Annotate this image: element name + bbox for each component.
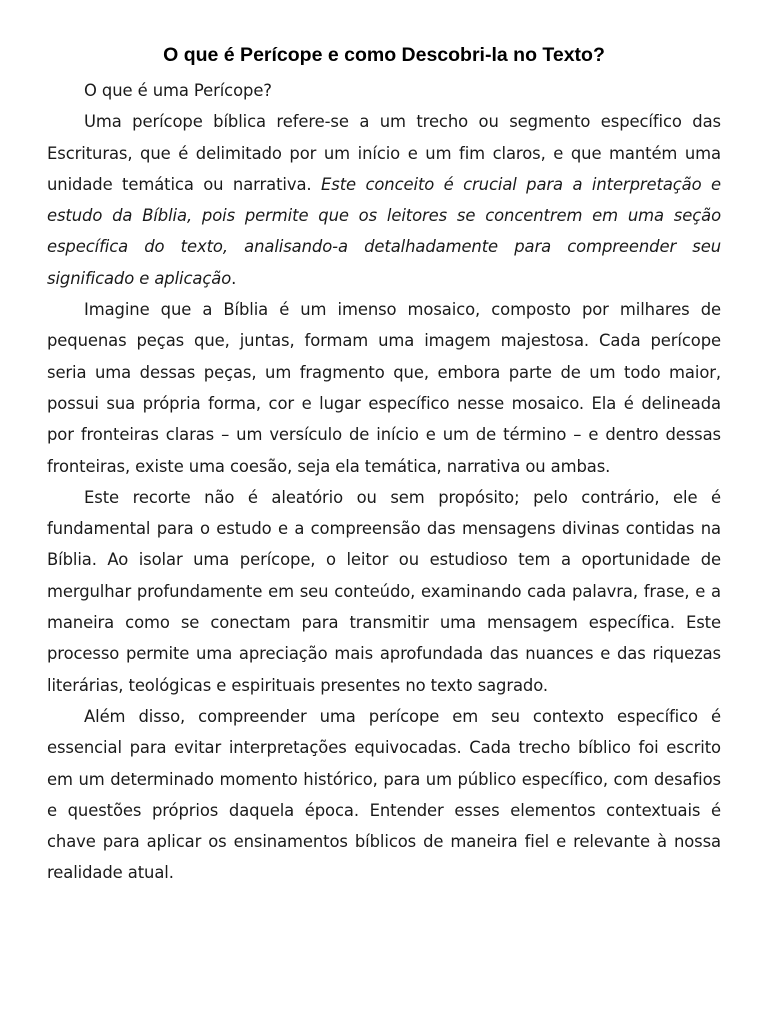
paragraph-2: Imagine que a Bíblia é um imenso mosaico, composto por milhares de pequenas peças que, juntas, formam uma imagem majestosa. Cada perícope seria uma dessas peças, um fragmento que, embora parte de um todo maior, possui sua própria forma, cor e lugar específico nesse mosaico. Ela é delineada por fronteiras claras – um versículo de início e um de término – e dentro dessas fronteiras, existe uma coesão, seja ela temática, narrativa ou ambas.: [47, 300, 721, 476]
document-title: O que é Perícope e como Descobri-la no Texto?: [163, 44, 605, 66]
paragraph-1-normal: Uma perícope bíblica refere-se a um trecho ou segmento específico das Escrituras, que é delimitado por um início e um fim claros, e que mantém uma unidade temática ou narrativa.: [47, 112, 721, 194]
paragraph-1-italic: Este conceito é crucial para a interpretação e estudo da Bíblia, pois permite que os leitores se concentrem em uma seção específica do texto, analisando-a detalhadamente para compreender seu significado e aplicação: [47, 174, 721, 288]
paragraph-1-end: .: [231, 268, 237, 288]
section-subheading: O que é uma Perícope?: [84, 81, 272, 100]
paragraph-3: Este recorte não é aleatório ou sem propósito; pelo contrário, ele é fundamental para o estudo e a compreensão das mensagens divinas contidas na Bíblia. Ao isolar uma perícope, o leitor ou estudioso tem a oportunidade de mergulhar profundamente em seu conteúdo, examinando cada palavra, frase, e a maneira como se conectam para transmitir uma mensagem específica. Este processo permite uma apreciação mais aprofundada das nuances e das riquezas literárias, teológicas e espirituais presentes no texto sagrado.: [47, 487, 721, 695]
paragraph-4: Além disso, compreender uma perícope em seu contexto específico é essencial para evitar interpretações equivocadas. Cada trecho bíblico foi escrito em um determinado momento histórico, para um público específico, com desafios e questões próprios daquela época. Entender esses elementos contextuais é chave para aplicar os ensinamentos bíblicos de maneira fiel e relevante à nossa realidade atual.: [47, 706, 721, 883]
document-page: [47, 40, 721, 889]
paragraph-1: [47, 106, 721, 294]
